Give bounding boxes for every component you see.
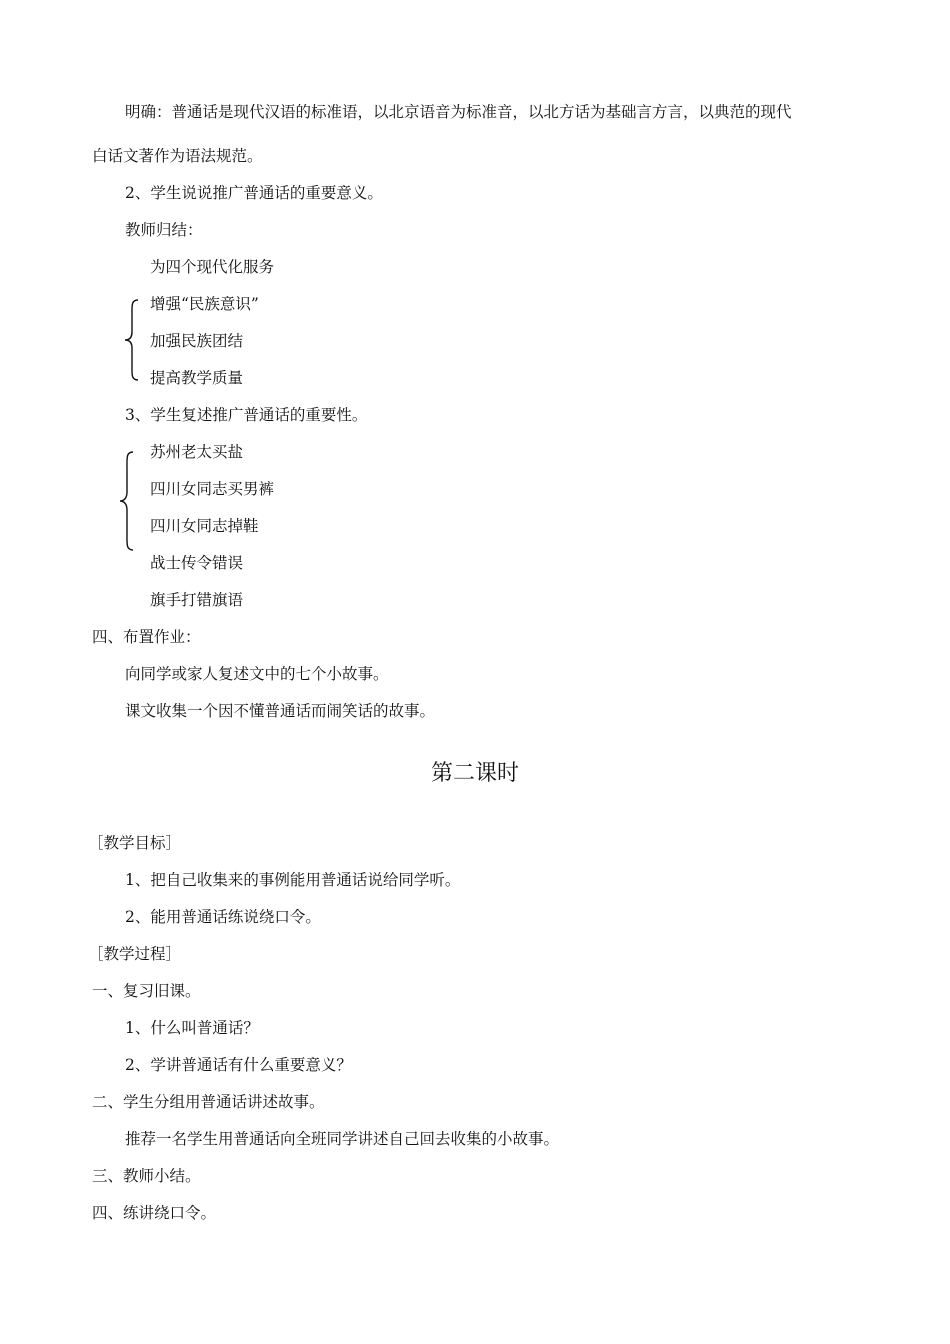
definition-line-1: 明确：普通话是现代汉语的标准语，以北京语音为标准音，以北方话为基础言方言，以典范的现代	[125, 103, 792, 121]
tongue-twister-heading: 四、练讲绕口令。	[92, 1204, 217, 1222]
goal-item: 2、能用普通话练说绕口令。	[125, 908, 321, 926]
curly-brace-icon	[120, 298, 144, 382]
homework-heading: 四、布置作业：	[92, 628, 201, 646]
teacher-summary: 教师归结：	[125, 221, 203, 239]
story-item: 战士传令错误	[150, 554, 244, 572]
significance-item: 为四个现代化服务	[150, 258, 275, 276]
significance-item: 提高教学质量	[150, 369, 244, 387]
review-item: 1、什么叫普通话？	[125, 1019, 259, 1037]
item-2: 2、学生说说推广普通话的重要意义。	[125, 184, 383, 202]
homework-item: 向同学或家人复述文中的七个小故事。	[125, 665, 389, 683]
definition-line-2: 白话文著作为语法规范。	[92, 147, 263, 165]
significance-item: 加强民族团结	[150, 332, 244, 350]
significance-item: 增强“民族意识”	[150, 295, 259, 313]
page-title: 第二课时	[430, 761, 519, 786]
goal-item: 1、把自己收集来的事例能用普通话说给同学听。	[125, 871, 461, 889]
goals-heading: ［教学目标］	[88, 834, 182, 852]
story-item: 四川女同志掉鞋	[150, 517, 259, 535]
summary-heading: 三、教师小结。	[92, 1167, 201, 1185]
process-heading: ［教学过程］	[88, 945, 182, 963]
group-heading: 二、学生分组用普通话讲述故事。	[92, 1093, 325, 1111]
review-item: 2、学讲普通话有什么重要意义？	[125, 1056, 352, 1074]
group-detail: 推荐一名学生用普通话向全班同学讲述自己回去收集的小故事。	[125, 1130, 560, 1148]
review-heading: 一、复习旧课。	[92, 982, 201, 1000]
story-item: 苏州老太买盐	[150, 443, 244, 461]
homework-item: 课文收集一个因不懂普通话而闹笑话的故事。	[125, 702, 436, 720]
curly-brace-icon	[115, 450, 139, 552]
item-3: 3、学生复述推广普通话的重要性。	[125, 406, 368, 424]
story-item: 旗手打错旗语	[150, 591, 244, 609]
story-item: 四川女同志买男裤	[150, 480, 275, 498]
